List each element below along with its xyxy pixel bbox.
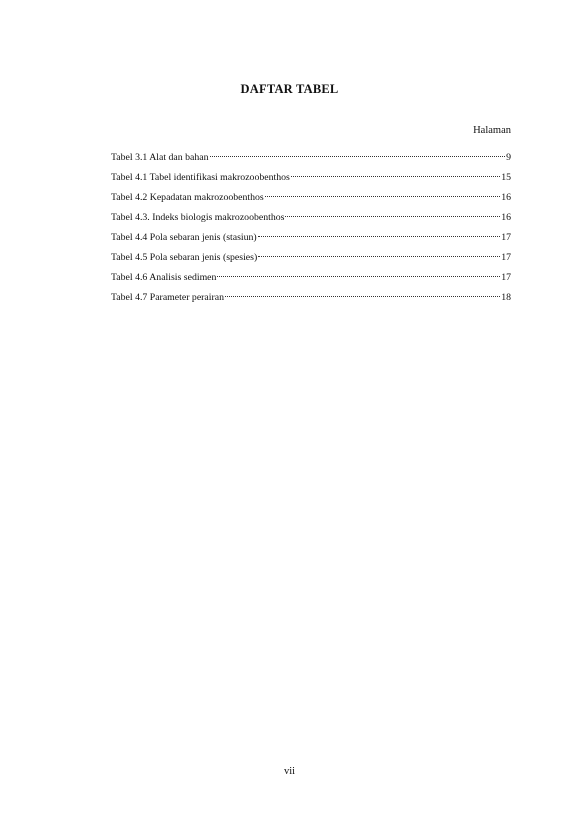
toc-entry-page: 16 bbox=[501, 192, 511, 203]
toc-leader-dots bbox=[210, 156, 506, 157]
toc-entry[interactable] bbox=[111, 208, 511, 228]
toc-leader-dots bbox=[217, 276, 500, 277]
toc-entry[interactable] bbox=[111, 188, 511, 208]
toc-entry[interactable] bbox=[111, 288, 511, 308]
toc-leader-dots bbox=[258, 236, 501, 237]
toc-entry[interactable] bbox=[111, 268, 511, 288]
toc-entry[interactable] bbox=[111, 148, 511, 168]
toc-entry-page: 18 bbox=[501, 292, 511, 303]
toc-entry-page: 17 bbox=[501, 272, 511, 283]
toc-entry-label: Tabel 4.3. Indeks biologis makrozoobenthos bbox=[111, 212, 285, 223]
page-column-header: Halaman bbox=[473, 125, 511, 136]
toc-entry-label: Tabel 3.1 Alat dan bahan bbox=[111, 152, 209, 163]
toc-entry-label: Tabel 4.6 Analisis sedimen bbox=[111, 272, 217, 283]
page-number: vii bbox=[283, 766, 296, 777]
toc-entry-page: 16 bbox=[501, 212, 511, 223]
toc-leader-dots bbox=[291, 176, 500, 177]
toc-entry-page: 17 bbox=[501, 252, 511, 263]
toc-entry-label: Tabel 4.1 Tabel identifikasi makrozoobenthos bbox=[111, 172, 290, 183]
toc-entry[interactable] bbox=[111, 248, 511, 268]
toc-leader-dots bbox=[258, 256, 500, 257]
toc-entry-label: Tabel 4.5 Pola sebaran jenis (spesies) bbox=[111, 252, 258, 263]
toc-entry-page: 15 bbox=[501, 172, 511, 183]
toc-entry-label: Tabel 4.2 Kepadatan makrozoobenthos bbox=[111, 192, 264, 203]
toc-entry[interactable] bbox=[111, 168, 511, 188]
table-of-tables bbox=[111, 148, 511, 308]
toc-entry-label: Tabel 4.4 Pola sebaran jenis (stasiun) bbox=[111, 232, 257, 243]
toc-leader-dots bbox=[285, 216, 500, 217]
page-title: DAFTAR TABEL bbox=[240, 82, 339, 96]
toc-leader-dots bbox=[265, 196, 500, 197]
toc-entry-label: Tabel 4.7 Parameter perairan bbox=[111, 292, 225, 303]
toc-leader-dots bbox=[225, 296, 500, 297]
toc-entry[interactable] bbox=[111, 228, 511, 248]
toc-entry-page: 17 bbox=[501, 232, 511, 243]
toc-entry-page: 9 bbox=[506, 152, 511, 163]
